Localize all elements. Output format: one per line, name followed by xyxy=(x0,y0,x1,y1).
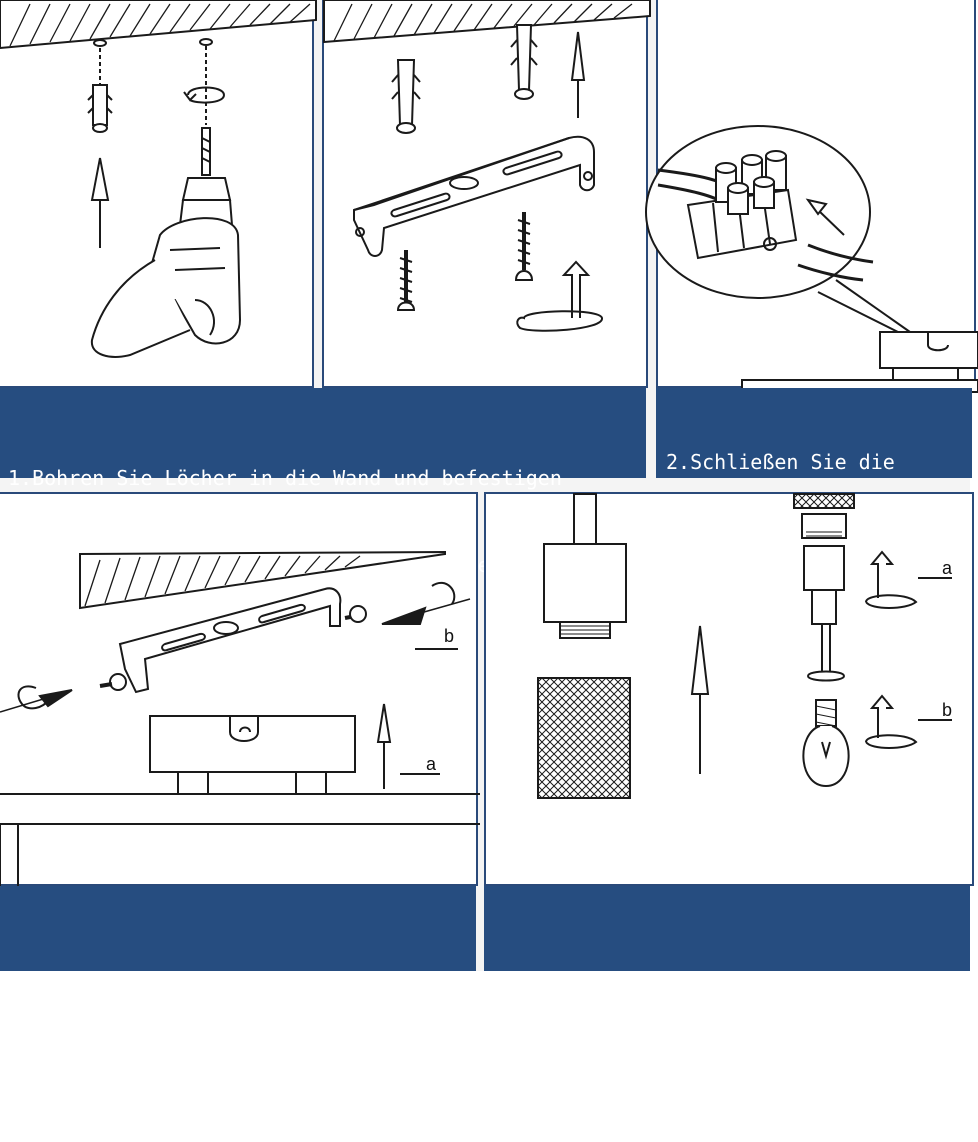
wiring-illustration xyxy=(658,0,978,390)
step1-drill-panel xyxy=(0,0,314,388)
step4-label-b: b xyxy=(942,700,953,720)
step3-label-b: b xyxy=(444,626,455,646)
step3-mount-panel xyxy=(0,492,478,886)
step1-bracket-panel xyxy=(322,0,648,388)
step2-caption xyxy=(656,388,972,478)
step4-bulb-panel xyxy=(484,492,974,886)
bulb-illustration xyxy=(486,494,976,888)
step3-caption xyxy=(0,886,476,1081)
step4-caption xyxy=(484,886,970,1004)
step3-caption-line1: 3.Befestigen Sie die Leuchte an der xyxy=(6,970,428,994)
mount-illustration xyxy=(0,494,480,888)
step3-label-a: a xyxy=(426,754,437,774)
step4-label-a: a xyxy=(942,558,953,578)
step4-caption-line1: 4.Installieren Sie die E14-Glühbirne xyxy=(506,980,940,1004)
step2-caption-line1: 2.Schließen Sie die xyxy=(666,450,895,474)
step3-caption-line2: Montageplatte xyxy=(6,1057,175,1081)
step2-wiring-panel xyxy=(656,0,976,388)
step1-caption xyxy=(0,388,646,490)
drill-illustration xyxy=(0,0,316,390)
step1-caption-line1: 1.Bohren Sie Löcher in die Wand und befestigen xyxy=(8,466,562,490)
bracket-illustration xyxy=(324,0,650,390)
